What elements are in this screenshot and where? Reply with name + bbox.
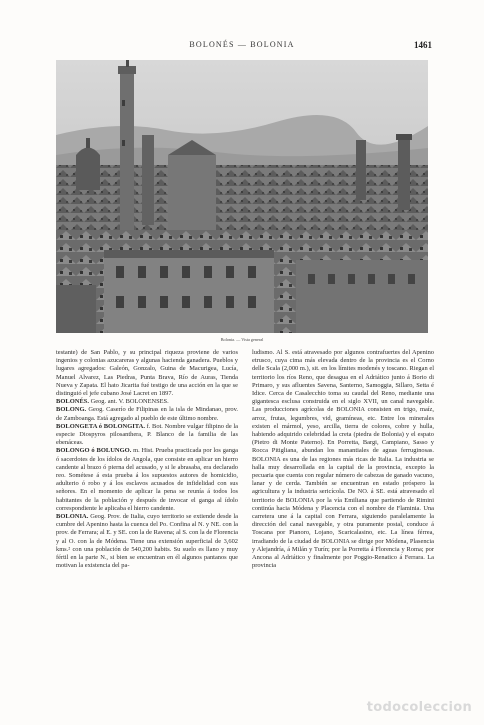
- text-columns: [56, 349, 434, 691]
- entry-headword: BOLONG.: [56, 406, 87, 414]
- entry-text: Geog. Prov. de Italia, cuyo territorio se extiende desde la cumbre del Apenino hasta la cuenca del Po. Confina al N. y NE. con la prov. de Ferrara; al E. y SE. con la de Ravena; al S. con la de Florencia y al O. con la de Módena. Tiene una extensión superficial de 3,602 kms.² con una población de 540,200 habits. Su suelo es llano y muy fértil en la parte N., si bien se encuentran en él algunos pantanos que motivan la existencia del pa-: [56, 513, 238, 570]
- watermark-logo: todocoleccion: [366, 700, 472, 715]
- entry-text: testante) de San Pablo, y su principal riqueza proviene de varios ingenios y colonias azucareras y algunas hacienda ganadera. Pueblos y lugares agregados: Galeón, Gonzalo, Guina de Macurigea, Lucía, Manuel Alvarez, Las Piedras, Punta Brava, Río de Auras, Tienda Nueva y Zapata. El hato Jicarita fué testigo de una acción en la que se distinguió el jefe cubano José Lacret en 1897.: [56, 349, 238, 398]
- figure-caption: Bolonia. — Vista general: [220, 337, 264, 342]
- city-view-illustration: [56, 60, 428, 333]
- entry-paragraph: [56, 513, 238, 570]
- entry-headword: BOLONGETA ó BOLONGITA.: [56, 422, 145, 430]
- entry-text: f. Bot. Nombre vulgar filipino de la especie Diospyros pilosanthera, P. Blanco de la familia de las ebenáceas.: [56, 422, 238, 447]
- entry-paragraph: [252, 349, 434, 570]
- entry-paragraph: [56, 349, 238, 398]
- entry-headword: BOLONÉS.: [56, 398, 90, 406]
- entry-paragraph: [56, 406, 238, 422]
- city-view-engraving: [56, 60, 428, 333]
- right-column: [252, 349, 434, 691]
- entry-text: Geog. Caserío de Filipinas en la isla de Mindanao, prov. de Zamboanga. Está agregado al pueblo de este último nombre.: [56, 406, 238, 422]
- entry-headword: BOLONIA.: [56, 513, 89, 521]
- entry-paragraph: [56, 447, 238, 513]
- left-column: [56, 349, 238, 691]
- page-number: 1461: [414, 40, 432, 50]
- entry-paragraph: [56, 398, 238, 406]
- entry-text: ludismo. Al S. está atravesado por algunos contrafuertes del Apenino etrusco, cuya cima más elevada dentro de la provincia es el Corno delle Scala (2,000 m.), sit. en los límites modenés y toscano. Riegan el territorio los ríos Reno, que desagua en el Adriático junto á Borio di Primaro, y sus afluentes Savena, Santerno, Samoggia, Sillaro, Setta é Idice. Cerca de Casalecchio toma su caudal del Reno, mediante una gigantesca esclusa construida en el siglo XVII, un canal navegable. Las producciones agrícolas de BOLONIA consisten en trigo, maíz, arroz, frutas, legumbres, vid, gramíneas, etc. Entre los minerales existen el mármol, yeso, arcilla, tierra de colores, cobre y hulla, habiendo adquirido celebridad la creta (piedra de Bolonia) y el espato (Pietro di Monte Paterno). En Porretta, Bargi, Campiano, Sasso y Rocca Pitigliana, abundan los manantiales de aguas ferruginosas. BOLONIA es una de las regiones más ricas de Italia. La industria se halla muy desarrollada en la capital de la provincia, excepto la pecuaria que cuenta con regular número de cabezas de ganado vacuno, lanar y de cerda. También se encuentran en estado próspero la agricultura y la industria sericícola. De NO. á SE. está atravesado el territorio de BOLONIA por la vía Emiliana que partiendo de Rimini continúa hacia Módena y Placencia con el nombre de Flaminia. Una carretera une á la capital con Ferrara, siguiendo paralelamente la dirección del canal navegable, y otra puramente postal, conduce á Toscana por Pianoro, Lojano, Scaricalasino, etc. La línea férrea, irradiando de la ciudad de BOLONIA se dirige por Módena, Plasencia y Alejandría, á Milán y Turín; por la Porretta á Florencia y Roma; por Ancona al Adriático y finalmente por Poggio-Renatico á Ferrara. La provincia: [252, 349, 434, 570]
- running-title: BOLONÉS — BOLONIA: [189, 40, 295, 49]
- running-head: [0, 40, 484, 54]
- entry-headword: BOLONGO ó BOLUNGO.: [56, 447, 132, 455]
- entry-text: Geog. ant. V. BOLONENSES.: [89, 398, 169, 406]
- entry-paragraph: [56, 423, 238, 448]
- entry-text: m. Hist. Prueba practicada por los ganga ó sacerdotes de los ídolos de Angola, que consiste en aplicar un hierro candente al brazo ó pierna del acusado, y si le abrasaba, era declarado reo. Sométese á esta prueba á los supuestos autores de homicidio, adulterio ó robo y á los esclavos acusados de infidelidad con sus señores. En el momento de aplicar la pena se reunía á todos los habitantes de la población y después de invocar el ganga al ídolo correspondiente le aplicaba el hierro candente.: [56, 447, 238, 512]
